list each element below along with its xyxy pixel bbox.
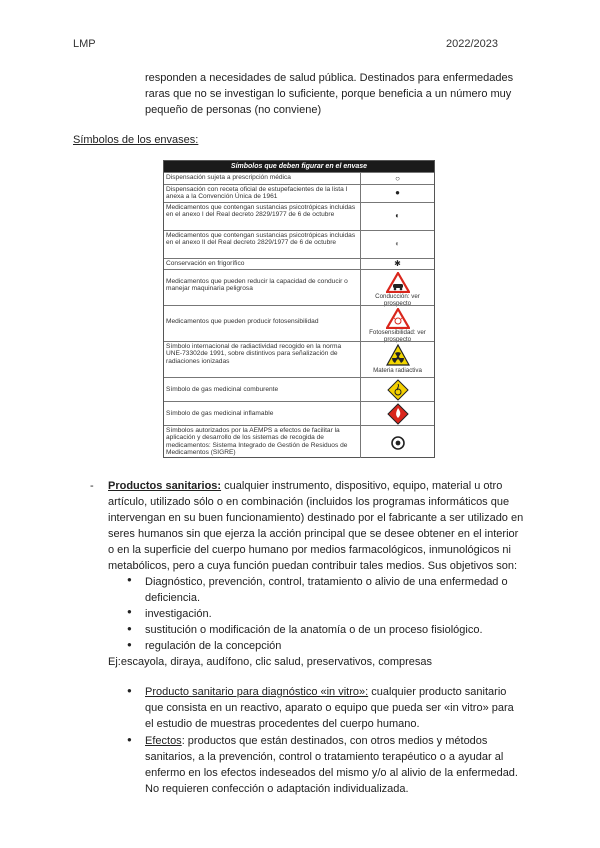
bullet-icon: ● — [127, 735, 132, 744]
table-row — [164, 341, 434, 377]
table-row — [164, 377, 434, 401]
invitro-line: que consista en un reactivo, aparato o equipo que pueda ser «in vitro» para — [145, 702, 514, 714]
row-caption: Conducción: ver prospecto — [375, 293, 420, 307]
intro-paragraph — [145, 70, 535, 118]
table-row — [164, 258, 434, 269]
half-circle-outline-icon: ◐ — [395, 239, 400, 248]
symbols-table — [163, 160, 435, 458]
radiation-icon — [386, 344, 410, 366]
row-text: Dispensación con receta oficial de estupefacientes de la lista I anexa a la Convención Única de 1961 — [166, 186, 348, 201]
table-row — [164, 184, 434, 202]
objective-item: regulación de la concepción — [145, 640, 282, 652]
bullet-icon: ● — [127, 640, 132, 649]
objective-item — [145, 574, 545, 606]
half-circle-icon: ◐ — [395, 211, 400, 220]
objective-item: investigación. — [145, 608, 212, 620]
header-left: LMP — [73, 38, 96, 50]
invitro-term: Producto sanitario para diagnóstico «in vitro»: — [145, 686, 369, 698]
intro-line: raras que no se investigan lo suficiente, porque beneficia a un número muy — [145, 88, 512, 100]
table-row — [164, 425, 434, 458]
table-row — [164, 401, 434, 425]
flammable-gas-icon — [387, 403, 409, 425]
row-text: Símbolos autorizados por la AEMPS a efectos de facilitar la aplicación y desarrollo de los sistemas de recogida de medicamentos: Sistema Integrado de Gestión de Residuos de Medicamentos (SIGRE) — [166, 427, 348, 457]
invitro-line: el estudio de muestras procedentes del cuerpo humano. — [145, 718, 420, 730]
productos-line: metabólicos, pero a cuya función puedan contribuir tales medios. Sus objetivos son: — [108, 560, 518, 572]
row-text: Símbolo de gas medicinal inflamable — [166, 410, 274, 417]
sigre-icon — [391, 436, 405, 450]
oxidizer-gas-icon — [387, 379, 409, 401]
productos-paragraph — [108, 478, 548, 574]
productos-term: Productos sanitarios: — [108, 480, 222, 492]
objective-line: Diagnóstico, prevención, control, tratamiento o alivio de una enfermedad o — [145, 576, 508, 588]
row-text: Medicamentos que contengan sustancias psicotrópicas incluidas en el anexo II del Real decreto 2829/1977 de 6 de octubre — [166, 232, 356, 247]
table-row — [164, 269, 434, 305]
efectos-line: sanitarios, a la prevención, control o tratamiento terapéutico o a ayudar al — [145, 751, 504, 763]
efectos-line: enfermo en los efectos indeseados del mismo y/o al alivio de la enfermedad. — [145, 767, 518, 779]
bullet-icon: ● — [127, 575, 132, 584]
row-text: Dispensación sujeta a prescripción médica — [166, 174, 291, 181]
driving-warning-icon — [386, 272, 410, 293]
intro-line: pequeño de personas (no conviene) — [145, 104, 322, 116]
objective-line: deficiencia. — [145, 592, 201, 604]
symbols-heading: Símbolos de los envases: — [73, 134, 199, 146]
table-row — [164, 202, 434, 230]
productos-line: seres humanos sin que ejerza la acción principal que se desee obtener en el interior — [108, 528, 519, 540]
intro-line: responden a necesidades de salud pública. Destinados para enfermedades — [145, 72, 514, 84]
invitro-line: cualquier producto sanitario — [368, 686, 507, 698]
bullet-icon: ● — [127, 624, 132, 633]
table-row — [164, 230, 434, 258]
table-title: Símbolos que deben figurar en el envase — [164, 161, 434, 172]
row-text: Conservación en frigorífico — [166, 260, 245, 267]
open-circle-icon: ○ — [395, 174, 400, 183]
row-text: Medicamentos que pueden reducir la capacidad de conducir o manejar maquinaria peligrosa — [166, 278, 348, 293]
row-text: Símbolo internacional de radiactividad recogido en la norma UNE-73302de 1991, sobre distintivos para señalización de radiaciones ionizadas — [166, 343, 342, 365]
example-line: Ej:escayola, diraya, audífono, clic salud, preservativos, compresas — [108, 656, 433, 668]
row-text: Medicamentos que contengan sustancias psicotrópicas incluidas en el anexo I del Real decreto 2829/1977 de 6 de octubre — [166, 204, 356, 219]
row-text: Medicamentos que pueden producir fotosensibilidad — [166, 318, 319, 325]
row-text: Símbolo de gas medicinal comburente — [166, 386, 279, 393]
efectos-paragraph — [145, 733, 545, 797]
table-row — [164, 305, 434, 341]
productos-line: o en la superficie del cuerpo humano por medios farmacológicos, inmunológicos ni — [108, 544, 511, 556]
photosensitivity-warning-icon — [386, 308, 410, 329]
dash-marker: - — [90, 480, 94, 492]
row-caption: Materia radiactiva — [373, 367, 422, 374]
table-row — [164, 172, 434, 184]
objective-item: sustitución o modificación de la anatomía o de un proceso fisiológico. — [145, 624, 483, 636]
header-right: 2022/2023 — [446, 38, 498, 50]
productos-line: cualquier instrumento, dispositivo, equipo, material u otro — [221, 480, 503, 492]
efectos-line: No requieren confección o adaptación individualizada. — [145, 783, 409, 795]
snowflake-icon: ✱ — [394, 259, 401, 268]
row-caption: Fotosensibilidad: ver prospecto — [369, 329, 426, 343]
bullet-icon: ● — [127, 686, 132, 695]
productos-line: intervengan en su buen funcionamiento) destinado por el fabricante a ser utilizado en — [108, 512, 524, 524]
filled-circle-icon: ● — [395, 188, 400, 197]
efectos-line: : productos que están destinados, con otros medios y métodos — [181, 735, 488, 747]
efectos-term: Efectos — [145, 735, 182, 747]
invitro-paragraph — [145, 684, 545, 732]
productos-line: artículo, utilizado sólo o en combinación (incluidos los programas informáticos que — [108, 496, 510, 508]
bullet-icon: ● — [127, 607, 132, 616]
